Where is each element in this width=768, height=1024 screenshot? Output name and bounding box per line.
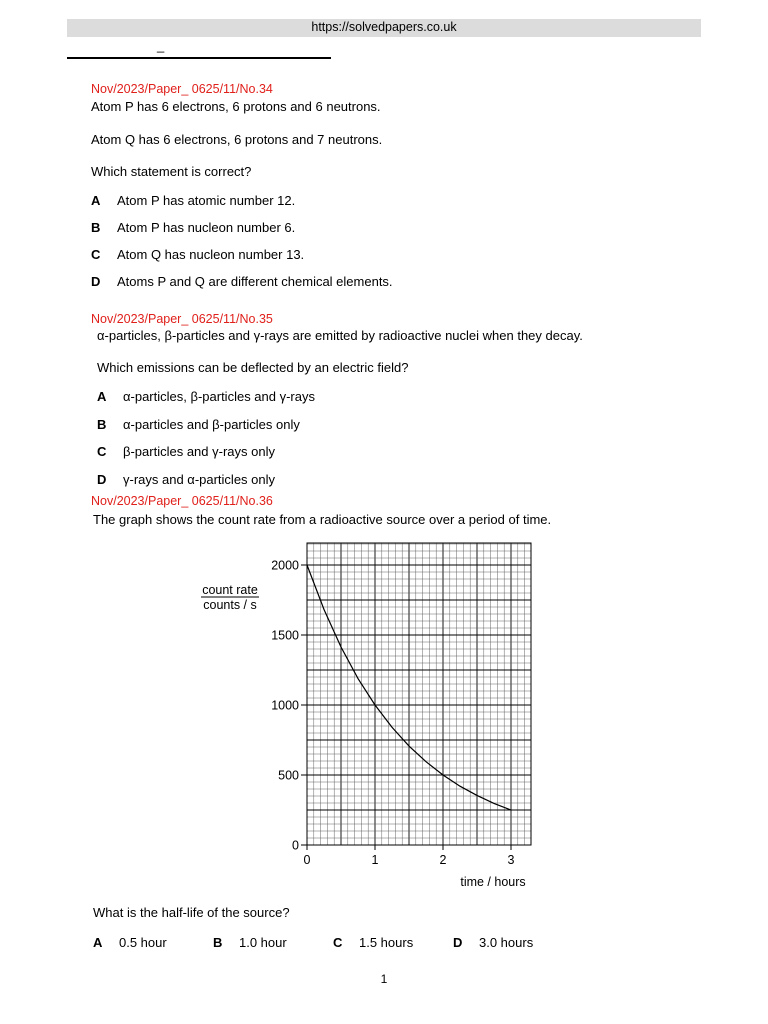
q34-option-c-label: C [91,247,101,262]
q36-option-d-label: D [453,935,463,950]
q34-option-d-text: Atoms P and Q are different chemical elements. [117,274,393,289]
q36-option-a-label: A [93,935,103,950]
x-tick-label: 1 [371,853,379,867]
q35-question: Which emissions can be deflected by an electric field? [97,360,409,375]
y-tick-label: 1500 [271,628,299,643]
q36-option-c-label: C [333,935,343,950]
q35-option-b-label: B [97,417,107,432]
q35-option-a-text: α-particles, β-particles and γ-rays [123,389,315,404]
q34-question: Which statement is correct? [91,164,252,179]
q36-question: What is the half-life of the source? [93,905,290,920]
q35-option-b-text: α-particles and β-particles only [123,417,300,432]
q34-line1: Atom P has 6 electrons, 6 protons and 6 neutrons. [91,99,381,114]
x-tick-label: 2 [439,853,447,867]
q35-line1: α-particles, β-particles and γ-rays are emitted by radioactive nuclei when they decay. [97,328,583,343]
count-rate-chart-svg [190,535,550,895]
q35-option-d-label: D [97,472,107,487]
q36-option-c-text: 1.5 hours [359,935,414,950]
q35-option-c-text: β-particles and γ-rays only [123,444,275,459]
q35-option-d-text: γ-rays and α-particles only [123,472,276,487]
q36-ref: Nov/2023/Paper_ 0625/11/No.36 [91,494,273,508]
q34-option-d-label: D [91,274,101,289]
q36-option-a-text: 0.5 hour [119,935,167,950]
q35-option-a-label: A [97,389,107,404]
header-rule [67,57,331,59]
x-tick-label: 0 [303,853,311,867]
q35-ref: Nov/2023/Paper_ 0625/11/No.35 [91,312,273,326]
q35-option-c-label: C [97,444,107,459]
page-number: 1 [380,972,388,986]
q34-option-c-text: Atom Q has nucleon number 13. [117,247,305,262]
count-rate-graph [190,535,550,895]
y-axis-label-line2: counts / s [203,598,257,612]
q36-option-b-label: B [213,935,223,950]
x-axis-label: time / hours [460,875,526,889]
y-tick-label: 1000 [271,698,299,713]
y-tick-label: 2000 [271,558,299,573]
y-tick-label: 0 [292,838,299,853]
q36-option-d-text: 3.0 hours [479,935,534,950]
q36-option-b-text: 1.0 hour [239,935,287,950]
x-tick-label: 3 [507,853,515,867]
header-dash: _ [157,38,165,53]
q34-option-b-label: B [91,220,101,235]
q34-option-a-text: Atom P has atomic number 12. [117,193,296,208]
q34-option-b-text: Atom P has nucleon number 6. [117,220,296,235]
header-bar [67,19,701,37]
header-url[interactable]: https://solvedpapers.co.uk [311,20,457,34]
y-axis-label-line1: count rate [202,583,258,597]
y-tick-label: 500 [278,768,299,783]
q36-line1: The graph shows the count rate from a radioactive source over a period of time. [93,512,552,527]
q34-option-a-label: A [91,193,101,208]
q34-line2: Atom Q has 6 electrons, 6 protons and 7 neutrons. [91,132,383,147]
q34-ref: Nov/2023/Paper_ 0625/11/No.34 [91,82,273,96]
